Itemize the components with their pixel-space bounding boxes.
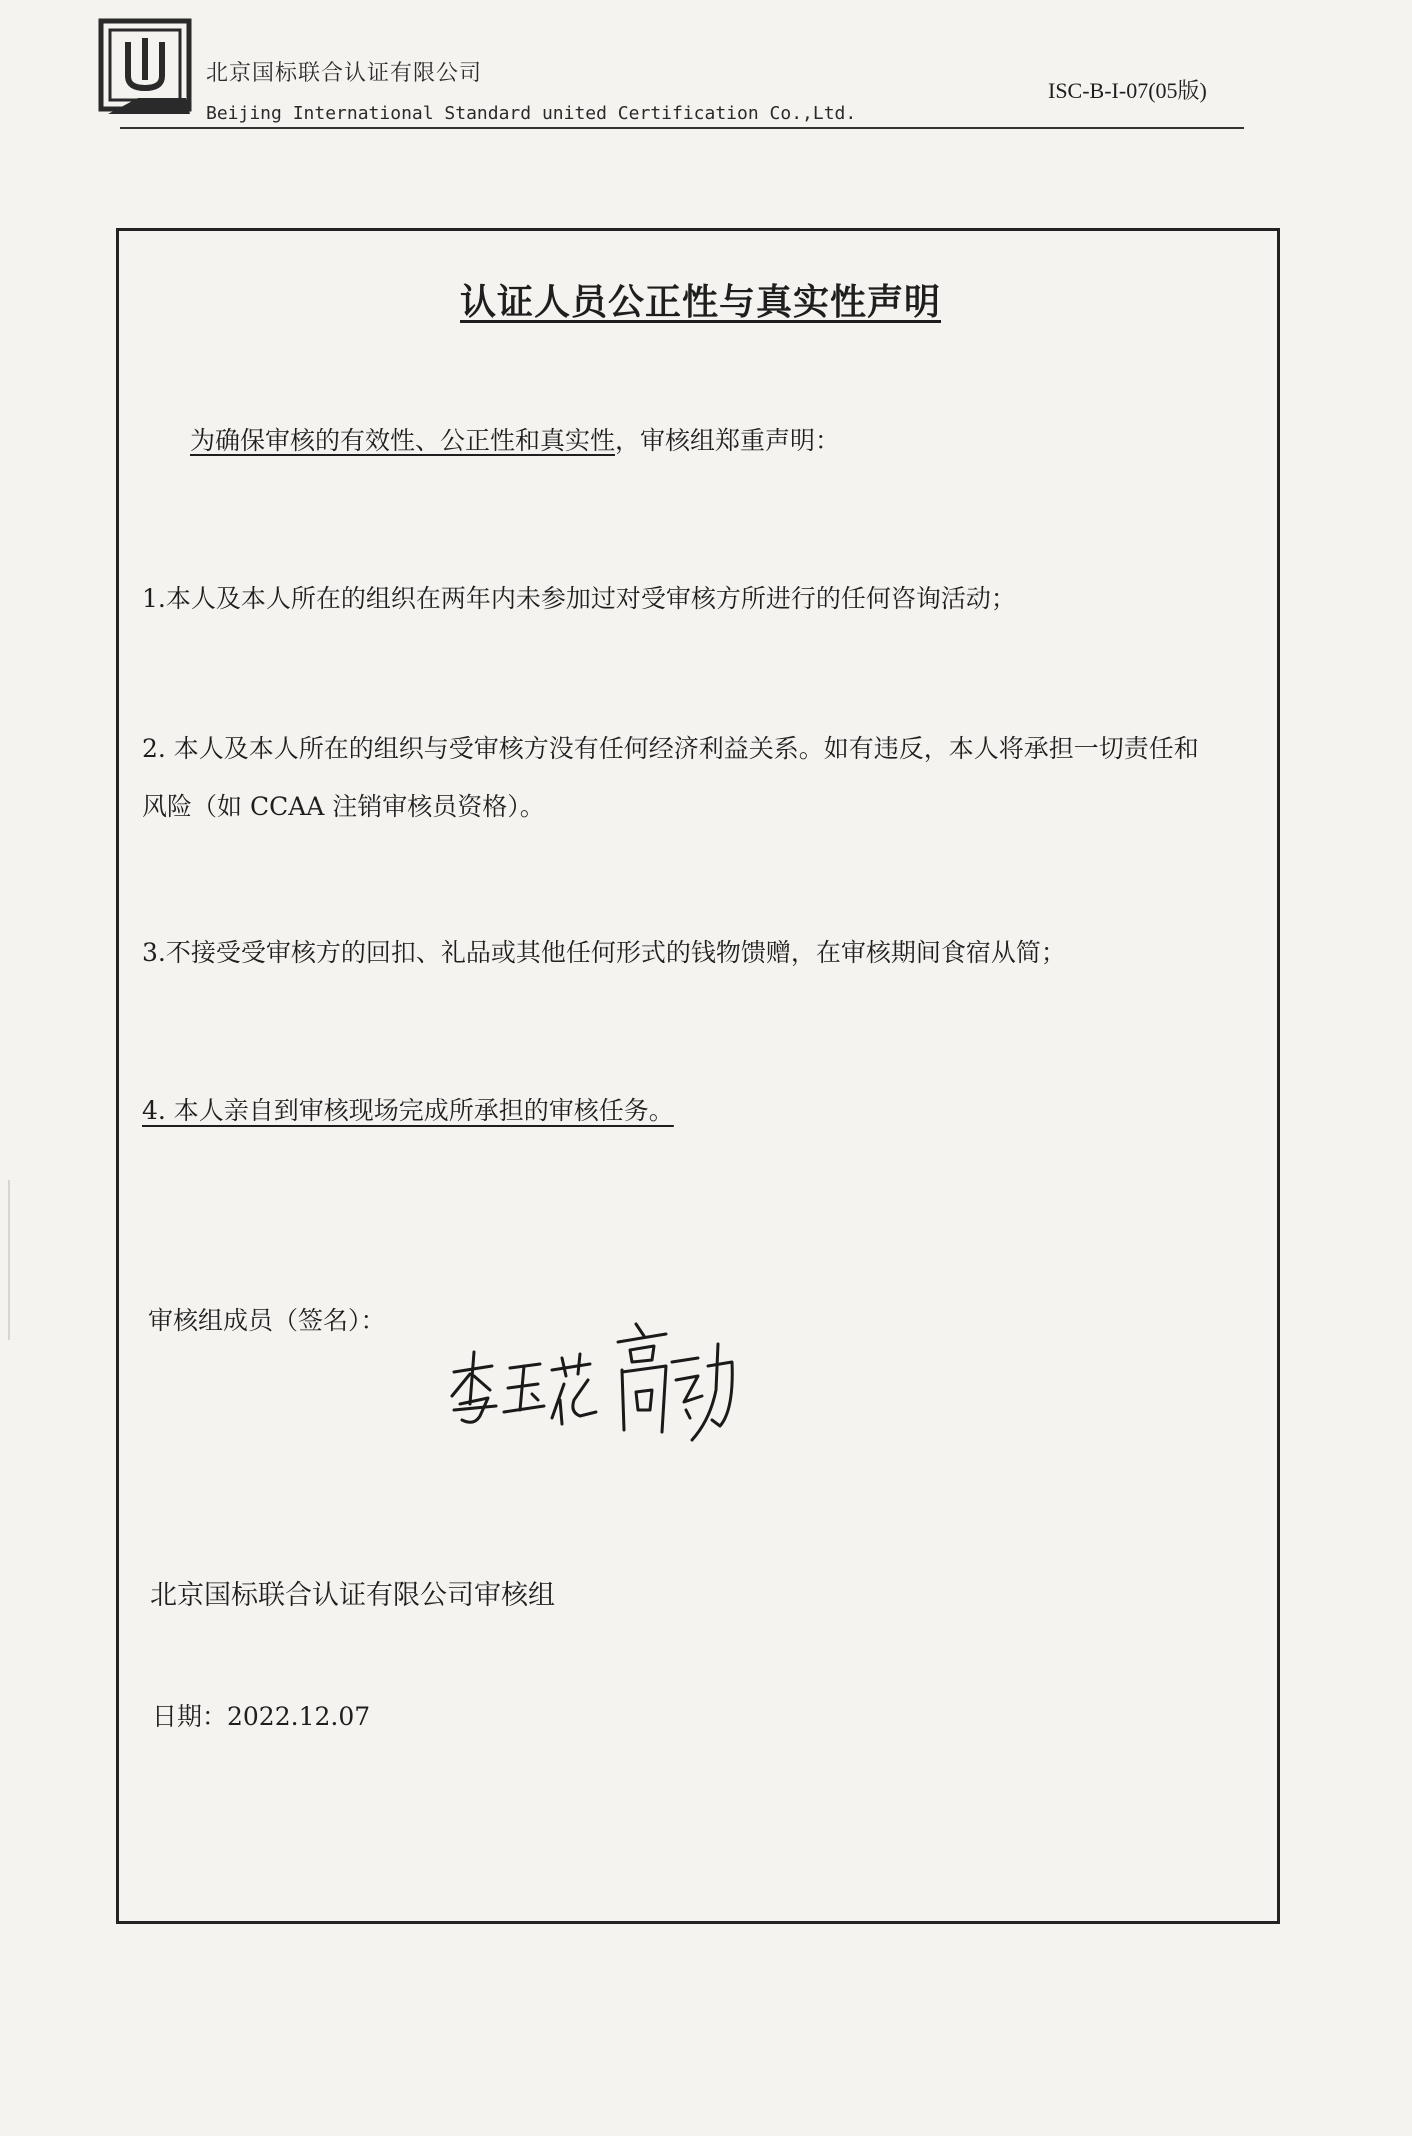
company-logo-icon	[98, 18, 194, 118]
company-name-en: Beijing International Standard united Certification Co.,Ltd.	[206, 103, 857, 124]
declaration-item-3: 3.不接受受审核方的回扣、礼品或其他任何形式的钱物馈赠，在审核期间食宿从简；	[142, 938, 1066, 967]
declaration-frame	[116, 228, 1280, 1924]
signature-label: 审核组成员（签名）：	[148, 1306, 386, 1335]
declaration-item-2-line-2: 风险（如 CCAA 注销审核员资格）。	[142, 792, 545, 821]
declaration-item-2-line-1: 2. 本人及本人所在的组织与受审核方没有任何经济利益关系。如有违反，本人将承担一切责任和	[142, 734, 1199, 763]
intro-underlined: 为确保审核的有效性、公正性和真实性	[190, 426, 616, 455]
declaration-item-1: 1.本人及本人所在的组织在两年内未参加过对受审核方所进行的任何咨询活动；	[142, 584, 1016, 613]
declaration-date: 日期：2022.12.07	[152, 1702, 371, 1731]
handwritten-signature	[440, 1300, 740, 1470]
form-code: ISC-B-I-07(05版)	[1048, 78, 1207, 103]
header-divider	[120, 127, 1244, 129]
document-title: 认证人员公正性与真实性声明	[460, 282, 942, 323]
declaration-item-4: 4. 本人亲自到审核现场完成所承担的审核任务。	[142, 1096, 674, 1125]
company-name-cn: 北京国标联合认证有限公司	[206, 61, 483, 86]
scan-edge-shadow	[8, 1180, 10, 1340]
intro-paragraph	[190, 426, 840, 456]
audit-team-org-name: 北京国标联合认证有限公司审核组	[150, 1580, 555, 1611]
page-header	[0, 0, 1412, 140]
intro-rest: ，审核组郑重声明：	[615, 426, 841, 455]
